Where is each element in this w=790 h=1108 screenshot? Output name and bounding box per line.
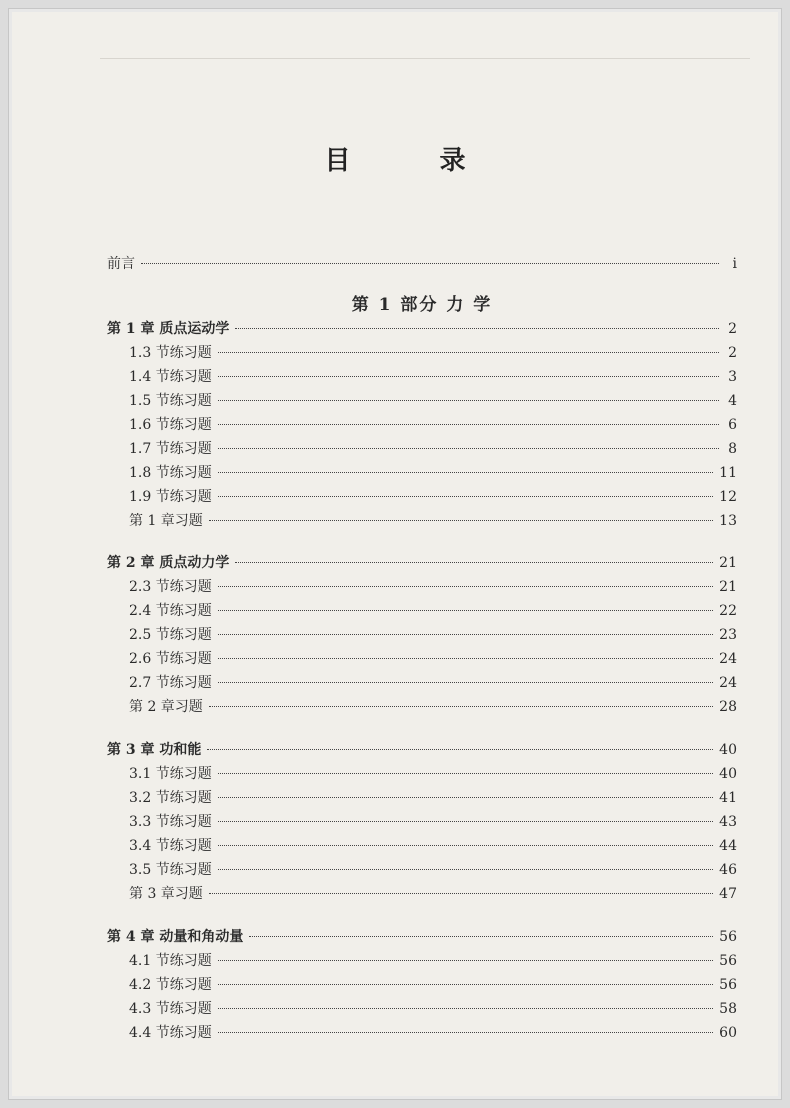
toc-label: 2.3 节练习题 — [129, 579, 212, 595]
page-title: 目 录 — [324, 146, 506, 176]
toc-row-section[interactable] — [107, 763, 737, 785]
dot-leader — [141, 263, 719, 264]
dot-leader — [218, 634, 713, 635]
toc-row-section[interactable] — [107, 390, 737, 412]
toc-row-chapter[interactable] — [107, 552, 737, 574]
toc-row-section[interactable] — [107, 859, 737, 881]
toc-row-section[interactable] — [107, 648, 737, 670]
toc-row-section[interactable] — [107, 366, 737, 388]
toc-page-number: 24 — [719, 675, 737, 691]
dot-leader — [218, 797, 713, 798]
toc-label: 2.4 节练习题 — [129, 603, 212, 619]
toc-page-number: 13 — [719, 513, 737, 529]
toc-page-number: 3 — [728, 369, 737, 385]
dot-leader — [218, 1032, 713, 1033]
toc-label: 1.4 节练习题 — [129, 369, 212, 385]
toc-row-section[interactable] — [107, 414, 737, 436]
toc-row-section[interactable] — [107, 576, 737, 598]
toc-page-number: 46 — [719, 862, 737, 878]
toc-row-section[interactable] — [107, 835, 737, 857]
dot-leader — [209, 706, 713, 707]
toc-label: 3.4 节练习题 — [129, 838, 212, 854]
dot-leader — [218, 658, 713, 659]
toc-page-number: 56 — [719, 953, 737, 969]
dot-leader — [218, 610, 713, 611]
toc-page-number: 58 — [719, 1001, 737, 1017]
dot-leader — [218, 376, 719, 377]
toc-page-number: i — [732, 256, 737, 272]
toc-label: 3.5 节练习题 — [129, 862, 212, 878]
header-rule — [100, 58, 750, 59]
dot-leader — [207, 749, 713, 750]
toc-row-section[interactable] — [107, 998, 737, 1020]
dot-leader — [218, 400, 719, 401]
toc-page-number: 23 — [719, 627, 737, 643]
toc-page-number: 56 — [719, 977, 737, 993]
dot-leader — [218, 496, 713, 497]
toc-page-number: 11 — [719, 465, 737, 481]
toc-row-chapter[interactable] — [107, 926, 737, 948]
toc-page-number: 40 — [719, 766, 737, 782]
toc-page-number: 12 — [719, 489, 737, 505]
toc-label: 第 1 章 质点运动学 — [107, 321, 230, 337]
toc-label: 第 4 章 动量和角动量 — [107, 929, 244, 945]
toc-label: 4.4 节练习题 — [129, 1025, 212, 1041]
toc-label: 4.3 节练习题 — [129, 1001, 212, 1017]
toc-label: 3.2 节练习题 — [129, 790, 212, 806]
toc-label: 1.9 节练习题 — [129, 489, 212, 505]
toc-row-section[interactable] — [107, 342, 737, 364]
toc-row-section[interactable] — [107, 950, 737, 972]
toc-page-number: 2 — [728, 345, 737, 361]
toc-label: 1.7 节练习题 — [129, 441, 212, 457]
dot-leader — [218, 960, 713, 961]
dot-leader — [218, 472, 713, 473]
toc-page-number: 47 — [719, 886, 737, 902]
toc-row-section[interactable] — [107, 811, 737, 833]
toc-label: 2.6 节练习题 — [129, 651, 212, 667]
toc-label: 第 3 章 功和能 — [107, 742, 202, 758]
toc-label: 1.5 节练习题 — [129, 393, 212, 409]
toc-row-section[interactable] — [107, 883, 737, 905]
dot-leader — [218, 424, 719, 425]
toc-label: 第 1 章习题 — [129, 513, 203, 529]
toc-page-number: 22 — [719, 603, 737, 619]
toc-page-number: 4 — [728, 393, 737, 409]
toc-page-number: 56 — [719, 929, 737, 945]
dot-leader — [218, 821, 713, 822]
dot-leader — [209, 520, 713, 521]
toc-label: 第 2 章 质点动力学 — [107, 555, 230, 571]
toc-row-preface[interactable] — [107, 253, 737, 275]
toc-page-number: 24 — [719, 651, 737, 667]
dot-leader — [235, 562, 713, 563]
toc-row-section[interactable] — [107, 974, 737, 996]
toc-label: 4.1 节练习题 — [129, 953, 212, 969]
toc-page-number: 43 — [719, 814, 737, 830]
toc-page-number: 2 — [728, 321, 737, 337]
toc-row-section[interactable] — [107, 1022, 737, 1044]
toc-row-section[interactable] — [107, 624, 737, 646]
dot-leader — [218, 448, 719, 449]
toc-page-number: 60 — [719, 1025, 737, 1041]
dot-leader — [218, 773, 713, 774]
toc-row-section[interactable] — [107, 510, 737, 532]
toc-page-number: 21 — [719, 555, 737, 571]
toc-label: 第 3 章习题 — [129, 886, 203, 902]
dot-leader — [218, 586, 713, 587]
dot-leader — [218, 845, 713, 846]
toc-label: 2.5 节练习题 — [129, 627, 212, 643]
toc-page-number: 21 — [719, 579, 737, 595]
toc-row-section[interactable] — [107, 486, 737, 508]
dot-leader — [218, 682, 713, 683]
toc-page-number: 6 — [728, 417, 737, 433]
toc-page-number: 41 — [719, 790, 737, 806]
part-heading: 第 1 部分 力 学 — [351, 295, 493, 315]
toc-row-section[interactable] — [107, 462, 737, 484]
dot-leader — [218, 869, 713, 870]
toc-label: 1.8 节练习题 — [129, 465, 212, 481]
toc-row-section[interactable] — [107, 787, 737, 809]
toc-label: 1.3 节练习题 — [129, 345, 212, 361]
toc-label: 3.3 节练习题 — [129, 814, 212, 830]
toc-label: 2.7 节练习题 — [129, 675, 212, 691]
toc-page-number: 28 — [719, 699, 737, 715]
toc-label: 4.2 节练习题 — [129, 977, 212, 993]
toc-page-number: 8 — [728, 441, 737, 457]
toc-row-section[interactable] — [107, 600, 737, 622]
dot-leader — [209, 893, 713, 894]
toc-page-number: 40 — [719, 742, 737, 758]
toc-label: 1.6 节练习题 — [129, 417, 212, 433]
dot-leader — [249, 936, 713, 937]
dot-leader — [218, 352, 719, 353]
dot-leader — [235, 328, 719, 329]
dot-leader — [218, 984, 713, 985]
toc-label: 前言 — [107, 256, 135, 272]
toc-page-number: 44 — [719, 838, 737, 854]
dot-leader — [218, 1008, 713, 1009]
toc-row-section[interactable] — [107, 672, 737, 694]
toc-row-chapter[interactable] — [107, 739, 737, 761]
toc-row-section[interactable] — [107, 438, 737, 460]
toc-label: 第 2 章习题 — [129, 699, 203, 715]
toc-label: 3.1 节练习题 — [129, 766, 212, 782]
toc-row-chapter[interactable] — [107, 318, 737, 340]
toc-row-section[interactable] — [107, 696, 737, 718]
